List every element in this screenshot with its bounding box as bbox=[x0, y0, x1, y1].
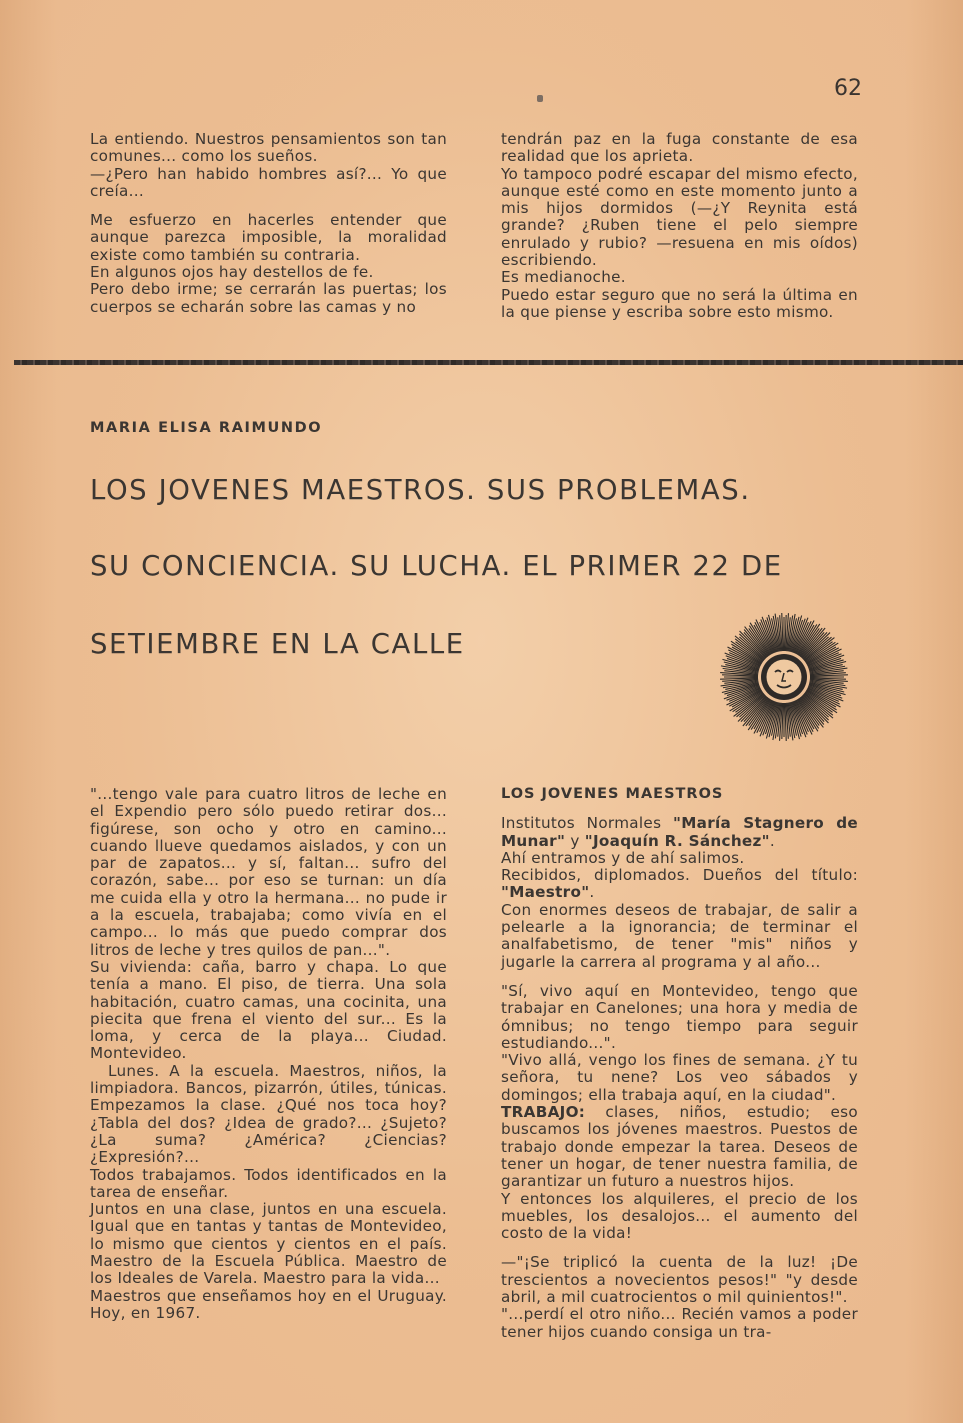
paragraph: Yo tampoco podré escapar del mismo efecto, aunque esté como en este momento junto a mis hijos dormidos (—¿Y Reynita está grande? ¿Ruben tiene el pelo siempre enrulado y rubio? —resuena en mis oídos) escribiendo. bbox=[501, 164, 858, 270]
keyword: TRABAJO: bbox=[501, 1103, 586, 1122]
top-left-column bbox=[90, 131, 447, 316]
paragraph: Puedo estar seguro que no será la última en la que piense y escriba sobre esto mismo. bbox=[501, 285, 858, 321]
text-run: . bbox=[769, 831, 776, 850]
paragraph: "Vivo allá, vengo los fines de semana. ¿Y tu señora, tu nene? Los veo sábados y domingos; ella trabaja aquí, en la ciudad". bbox=[501, 1051, 858, 1104]
paragraph bbox=[501, 815, 858, 850]
paragraph: Su vivienda: caña, barro y chapa. Lo que tenía a mano. El piso, de tierra. Una sola habitación, cuatro camas, una cocinita, una piecita que frena el viento del sur... Es la loma, y cerca de la playa... Ciudad. Montevideo. bbox=[90, 957, 447, 1063]
paragraph: Maestros que enseñamos hoy en el Uruguay. Hoy, en 1967. bbox=[90, 1286, 447, 1322]
text-run: Institutos Normales bbox=[501, 814, 674, 833]
paragraph: "...perdí el otro niño... Recién vamos a poder tener hijos cuando consiga un tra- bbox=[501, 1305, 858, 1341]
text-run: clases, niños, estudio; eso buscamos los jóvenes maestros. Puestos de trabajo donde empezar la tarea. Deseos de tener un hogar, de tener nuestra familia, de garantizar un futuro a nuestros hijos. bbox=[501, 1103, 858, 1191]
paragraph bbox=[501, 1104, 858, 1190]
section-divider bbox=[14, 360, 963, 365]
paragraph: Me esfuerzo en hacerles entender que aunque parezca imposible, la moralidad existe como también su contraria. bbox=[90, 211, 447, 264]
text-run: . bbox=[589, 883, 595, 902]
page-number: 62 bbox=[834, 76, 862, 101]
paragraph: —¿Pero han habido hombres así?... Yo que creía... bbox=[90, 164, 447, 200]
institute-name: "María Stagnero de Munar" bbox=[501, 814, 858, 850]
paragraph: "...tengo vale para cuatro litros de leche en el Expendio pero sólo puedo retirar dos... figúrese, son ocho y otro en camino... cuando llueve quedamos aislados, y con un par de zapatos... y sí, faltan... sufro del corazón, sabe... por eso se turnan: un día me cuida ella y otro la hermana... no pude ir a la escuela, trabajaba; como vivía en el campo... lo más que puedo comprar dos litros de leche y tres quilos de pan...". bbox=[90, 785, 447, 959]
paragraph: —"¡Se triplicó la cuenta de la luz! ¡De trescientos a novecientos pesos!" "y desde abril, a mil cuatrocientos o mil quinientos!". bbox=[501, 1253, 858, 1307]
text-run: y bbox=[565, 831, 585, 850]
paragraph: Lunes. A la escuela. Maestros, niños, la limpiadora. Bancos, pizarrón, útiles, túnicas. Empezamos la clase. ¿Qué nos toca hoy? ¿Tabla del dos? ¿Idea de grado?... ¿Sujeto? ¿La suma? ¿América? ¿Ciencias? ¿Expresión?... bbox=[90, 1061, 447, 1167]
ink-speck bbox=[537, 95, 543, 102]
bottom-left-column bbox=[90, 786, 447, 1322]
top-right-column bbox=[501, 131, 858, 321]
section-title: LOS JOVENES MAESTROS bbox=[501, 786, 724, 802]
paragraph bbox=[501, 867, 858, 902]
headline-line-1: LOS JOVENES MAESTROS. SUS PROBLEMAS. bbox=[90, 474, 751, 506]
paragraph: "Sí, vivo aquí en Montevideo, tengo que trabajar en Canelones; una hora y media de ómnibus; no tengo tiempo para seguir estudiando...". bbox=[501, 981, 858, 1052]
bottom-right-column bbox=[501, 786, 858, 1341]
paragraph: Con enormes deseos de trabajar, de salir a pelearle a la ignorancia; de terminar el analfabetismo, de tener "mis" niños y jugarle la carrera al programa y al año... bbox=[501, 900, 858, 971]
title-word: "Maestro" bbox=[501, 883, 590, 902]
paragraph: Es medianoche. bbox=[501, 268, 626, 287]
paragraph: Y entonces los alquileres, el precio de los muebles, los desalojos... el aumento del costo de la vida! bbox=[501, 1189, 858, 1243]
paragraph: La entiendo. Nuestros pensamientos son tan comunes... como los sueños. bbox=[90, 130, 447, 166]
text-run: Recibidos, diplomados. Dueños del título: bbox=[501, 866, 858, 885]
headline-line-3: SETIEMBRE EN LA CALLE bbox=[90, 628, 465, 660]
paragraph: En algunos ojos hay destellos de fe. bbox=[90, 263, 374, 282]
sun-face-emblem-icon bbox=[719, 611, 849, 743]
paragraph: Juntos en una clase, juntos en una escuela. Igual que en tantas y tantas de Montevideo, lo mismo que cientos y cientos en el país. Maestro de la Escuela Pública. Maestro de los Ideales de Varela. Maestro para la vida... bbox=[90, 1200, 447, 1288]
institute-name: "Joaquín R. Sánchez" bbox=[584, 831, 770, 850]
paragraph: Todos trabajamos. Todos identificados en la tarea de enseñar. bbox=[90, 1165, 447, 1201]
paragraph: Pero debo irme; se cerrarán las puertas; los cuerpos se echarán sobre las camas y no bbox=[90, 280, 447, 316]
paragraph: tendrán paz en la fuga constante de esa realidad que los aprieta. bbox=[501, 130, 858, 166]
author-name: MARIA ELISA RAIMUNDO bbox=[90, 420, 323, 436]
headline-line-2: SU CONCIENCIA. SU LUCHA. EL PRIMER 22 DE bbox=[90, 550, 783, 582]
paragraph: Ahí entramos y de ahí salimos. bbox=[501, 848, 745, 867]
